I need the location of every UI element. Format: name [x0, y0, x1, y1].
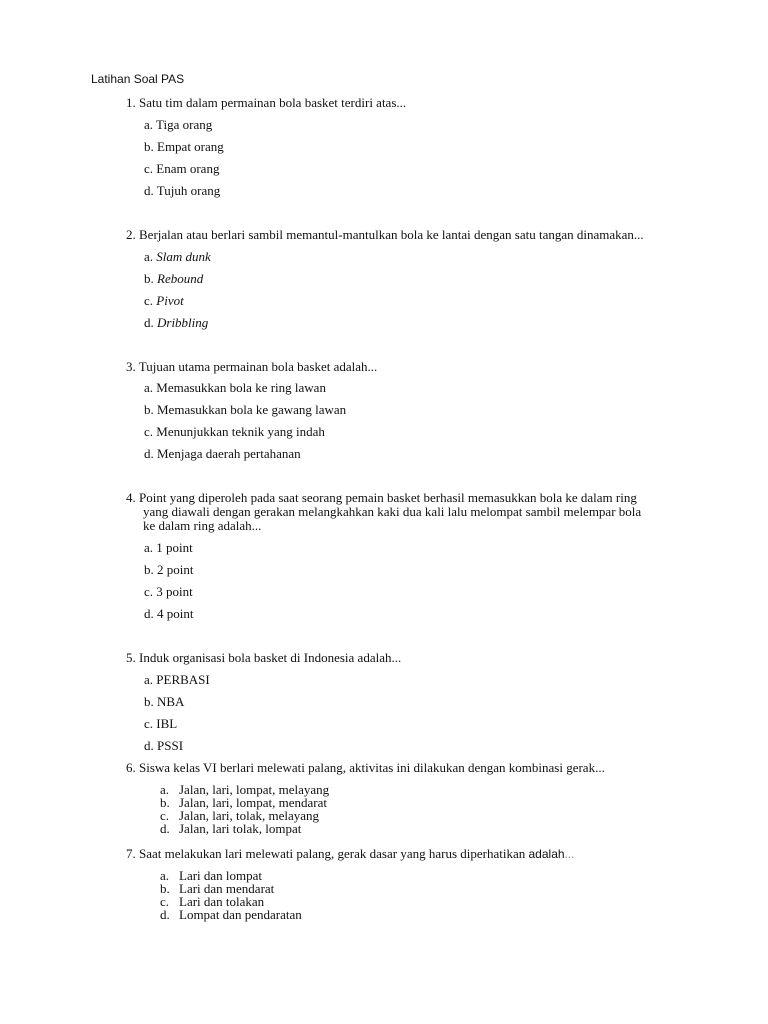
question-ellipsis: ... [564, 846, 575, 861]
option-1a: a. Tiga orang [144, 117, 213, 132]
option-1d: d. Tujuh orang [144, 183, 221, 198]
option-6b: b. Jalan, lari, lompat, mendarat [160, 795, 328, 810]
question-text-line3: ke dalam ring adalah... [143, 518, 262, 533]
option-2d: d. Dribbling [144, 315, 209, 330]
option-6c: c. Jalan, lari, tolak, melayang [160, 808, 320, 823]
question-text: Induk organisasi bola basket di Indonesia adalah... [139, 650, 402, 665]
question-text-line2: yang diawali dengan gerakan melangkahkan kaki dua kali lalu melompat sambil melempar bola [143, 504, 642, 519]
option-7a: a. Lari dan lompat [160, 868, 263, 883]
question-3 [126, 360, 377, 374]
option-3c: c. Menunjukkan teknik yang indah [144, 424, 325, 439]
option-3b: b. Memasukkan bola ke gawang lawan [144, 402, 347, 417]
option-3d: d. Menjaga daerah pertahanan [144, 446, 301, 461]
question-1 [126, 96, 406, 110]
option-5c: c. IBL [144, 716, 178, 731]
question-number: 2. [126, 227, 136, 242]
option-3a: a. Memasukkan bola ke ring lawan [144, 380, 326, 395]
question-text: Satu tim dalam permainan bola basket terdiri atas... [139, 95, 407, 110]
question-number: 4. [126, 490, 136, 505]
option-6d: d. Jalan, lari tolak, lompat [160, 821, 302, 836]
option-1c: c. Enam orang [144, 161, 220, 176]
option-4d: d. 4 point [144, 606, 194, 621]
question-number: 6. [126, 760, 136, 775]
question-text: Tujuan utama permainan bola basket adalah... [138, 359, 378, 374]
option-2a: a. Slam dunk [144, 249, 211, 264]
question-number: 7. [126, 846, 136, 861]
option-6a: a. Jalan, lari, lompat, melayang [160, 782, 330, 797]
question-2 [126, 228, 644, 242]
question-text: Berjalan atau berlari sambil memantul-mantulkan bola ke lantai dengan satu tangan dinamakan... [139, 227, 644, 242]
question-7 [126, 847, 574, 861]
question-number: 5. [126, 650, 136, 665]
option-1b: b. Empat orang [144, 139, 224, 154]
question-number: 3. [126, 359, 136, 374]
question-text: Saat melakukan lari melewati palang, gerak dasar yang harus diperhatikan [139, 846, 529, 861]
option-7b: b. Lari dan mendarat [160, 881, 275, 896]
option-2b: b. Rebound [144, 271, 204, 286]
page-title: Latihan Soal PAS [91, 72, 185, 86]
question-4 [126, 491, 686, 533]
question-text-suffix: adalah [528, 847, 565, 861]
question-6 [126, 761, 605, 775]
option-7c: c. Lari dan tolakan [160, 894, 265, 909]
option-4c: c. 3 point [144, 584, 193, 599]
option-4b: b. 2 point [144, 562, 194, 577]
option-5b: b. NBA [144, 694, 185, 709]
option-2c: c. Pivot [144, 293, 184, 308]
question-number: 1. [126, 95, 136, 110]
option-5d: d. PSSI [144, 738, 184, 753]
option-5a: a. PERBASI [144, 672, 210, 687]
question-text: Siswa kelas VI berlari melewati palang, aktivitas ini dilakukan dengan kombinasi gerak... [139, 760, 605, 775]
question-5 [126, 651, 401, 665]
question-text-line1: Point yang diperoleh pada saat seorang pemain basket berhasil memasukkan bola ke dalam ring [139, 490, 637, 505]
option-4a: a. 1 point [144, 540, 193, 555]
option-7d: d. Lompat dan pendaratan [160, 907, 302, 922]
